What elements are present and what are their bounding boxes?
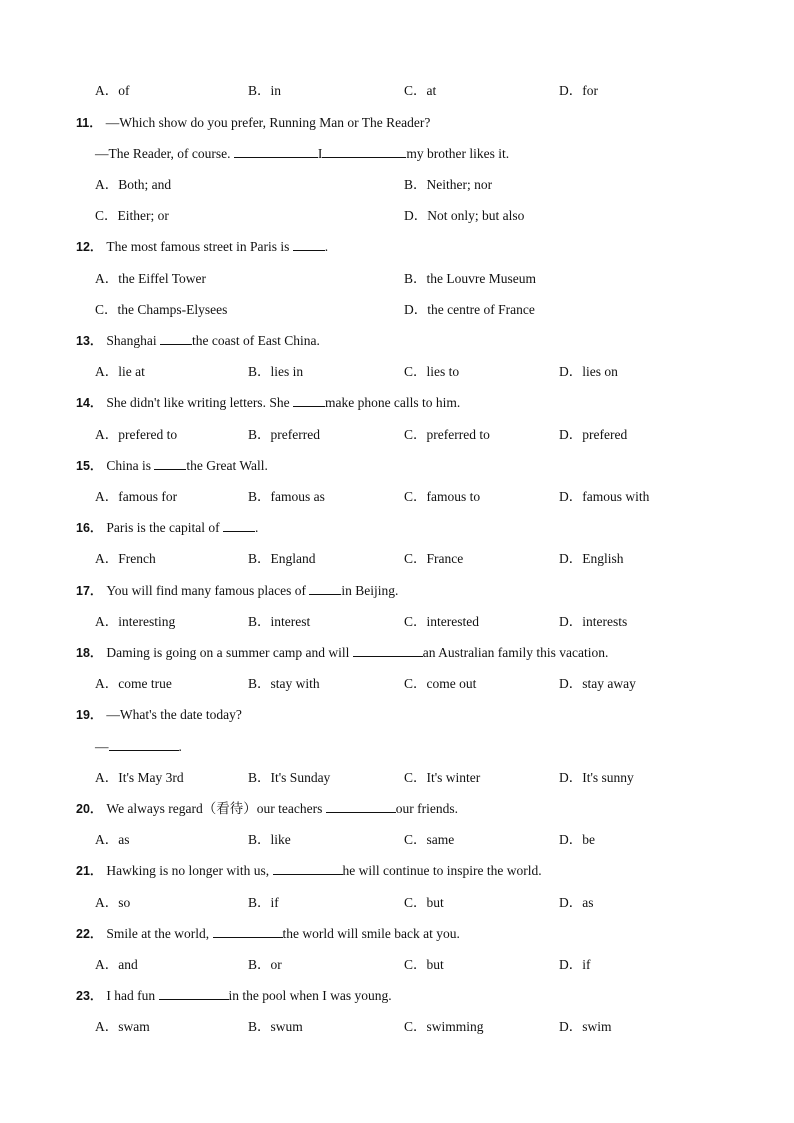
option-c[interactable]: C．famous to bbox=[404, 489, 481, 504]
option-b[interactable]: B．lies in bbox=[248, 364, 304, 379]
option-a[interactable]: A．as bbox=[95, 832, 130, 847]
option-b[interactable]: B．stay with bbox=[248, 676, 320, 691]
option-d[interactable]: D．prefered bbox=[559, 427, 628, 442]
question-stem bbox=[76, 238, 328, 256]
option-a[interactable]: A．come true bbox=[95, 676, 172, 691]
option-d[interactable]: D．stay away bbox=[559, 676, 636, 691]
stem-text: —Which show do you prefer, Running Man or The Reader? bbox=[105, 115, 431, 130]
option-a[interactable]: A．Both; and bbox=[95, 177, 172, 192]
answer-blank[interactable] bbox=[309, 582, 341, 595]
question-stem bbox=[76, 332, 320, 350]
answer-blank[interactable] bbox=[213, 925, 283, 938]
stem-text: in Beijing. bbox=[341, 583, 399, 598]
question-stem bbox=[76, 862, 542, 880]
option-c[interactable]: C．but bbox=[404, 895, 444, 910]
question-number: 19． bbox=[76, 708, 103, 722]
question-number: 15． bbox=[76, 459, 103, 473]
question-number: 12． bbox=[76, 240, 103, 254]
option-b[interactable]: B．like bbox=[248, 832, 291, 847]
answer-blank[interactable] bbox=[234, 145, 318, 158]
option-b[interactable]: B．famous as bbox=[248, 489, 325, 504]
option-c[interactable]: C．lies to bbox=[404, 364, 460, 379]
stem-text: I had fun bbox=[106, 988, 159, 1003]
stem-text: —The Reader, of course. bbox=[95, 146, 234, 161]
answer-blank[interactable] bbox=[293, 394, 325, 407]
option-d[interactable]: D．as bbox=[559, 895, 594, 910]
stem-text: the Great Wall. bbox=[186, 458, 268, 473]
answer-blank[interactable] bbox=[160, 332, 192, 345]
question-stem bbox=[76, 519, 258, 537]
question-stem bbox=[76, 644, 608, 662]
stem-text: our friends. bbox=[395, 801, 458, 816]
stem-text: Smile at the world, bbox=[106, 926, 213, 941]
stem-text: . bbox=[255, 520, 259, 535]
option-a[interactable]: A．the Eiffel Tower bbox=[95, 271, 207, 286]
stem-text: I bbox=[317, 146, 323, 161]
option-c[interactable]: C．the Champs-Elysees bbox=[95, 302, 228, 317]
option-c[interactable]: C．at bbox=[404, 83, 437, 98]
question-stem bbox=[76, 457, 268, 475]
stem-text: the coast of East China. bbox=[192, 333, 320, 348]
stem-text: The most famous street in Paris is bbox=[106, 239, 293, 254]
answer-line bbox=[95, 738, 182, 756]
option-b[interactable]: B．England bbox=[248, 551, 316, 566]
question-number: 11． bbox=[76, 116, 102, 130]
option-b[interactable]: B．preferred bbox=[248, 427, 320, 442]
answer-blank[interactable] bbox=[322, 145, 406, 158]
stem-text: —What's the date today? bbox=[106, 707, 242, 722]
option-b[interactable]: B．It's Sunday bbox=[248, 770, 331, 785]
answer-blank[interactable] bbox=[293, 238, 325, 251]
option-c[interactable]: C．France bbox=[404, 551, 464, 566]
question-number: 20． bbox=[76, 802, 103, 816]
option-a[interactable]: A．interesting bbox=[95, 614, 176, 629]
answer-blank[interactable] bbox=[159, 987, 229, 1000]
option-b[interactable]: B．Neither; nor bbox=[404, 177, 493, 192]
option-c[interactable]: C．preferred to bbox=[404, 427, 490, 442]
question-number: 16． bbox=[76, 521, 103, 535]
option-a[interactable]: A．French bbox=[95, 551, 156, 566]
option-d[interactable]: D．be bbox=[559, 832, 595, 847]
stem-text: Paris is the capital of bbox=[106, 520, 224, 535]
question-number: 18． bbox=[76, 646, 103, 660]
question-stem bbox=[76, 114, 430, 132]
option-c[interactable]: C．interested bbox=[404, 614, 479, 629]
option-d[interactable]: D．famous with bbox=[559, 489, 650, 504]
question-number: 21． bbox=[76, 864, 103, 878]
option-d[interactable]: D．lies on bbox=[559, 364, 618, 379]
option-d[interactable]: D．swim bbox=[559, 1019, 612, 1034]
stem-text: the world will smile back at you. bbox=[282, 926, 460, 941]
question-stem bbox=[76, 706, 242, 724]
answer-blank[interactable] bbox=[154, 457, 186, 470]
option-d[interactable]: D．Not only; but also bbox=[404, 208, 525, 223]
option-a[interactable]: A．It's May 3rd bbox=[95, 770, 184, 785]
stem-text: We always regard（看待）our teachers bbox=[106, 801, 326, 816]
option-b[interactable]: B．in bbox=[248, 83, 282, 98]
answer-blank[interactable] bbox=[353, 644, 423, 657]
stem-text: an Australian family this vacation. bbox=[422, 645, 609, 660]
option-a[interactable]: A．and bbox=[95, 957, 138, 972]
stem-text: Hawking is no longer with us, bbox=[106, 863, 273, 878]
answer-blank[interactable] bbox=[223, 519, 255, 532]
option-a[interactable]: A．of bbox=[95, 83, 130, 98]
question-number: 17． bbox=[76, 584, 103, 598]
option-c[interactable]: C．It's winter bbox=[404, 770, 481, 785]
option-b[interactable]: B．swum bbox=[248, 1019, 303, 1034]
question-number: 22． bbox=[76, 927, 103, 941]
question-number: 14． bbox=[76, 396, 103, 410]
answer-blank[interactable] bbox=[109, 738, 179, 751]
option-b[interactable]: B．the Louvre Museum bbox=[404, 271, 536, 286]
option-d[interactable]: D．English bbox=[559, 551, 624, 566]
option-c[interactable]: C．same bbox=[404, 832, 455, 847]
stem-text: Daming is going on a summer camp and will bbox=[106, 645, 353, 660]
option-d[interactable]: D．if bbox=[559, 957, 591, 972]
question-stem bbox=[76, 394, 460, 412]
option-d[interactable]: D．interests bbox=[559, 614, 628, 629]
option-a[interactable]: A．prefered to bbox=[95, 427, 178, 442]
stem-text: Shanghai bbox=[106, 333, 161, 348]
stem-text: China is bbox=[106, 458, 155, 473]
option-c[interactable]: C．but bbox=[404, 957, 444, 972]
stem-text: make phone calls to him. bbox=[324, 395, 461, 410]
question-stem bbox=[76, 987, 392, 1005]
stem-text: my brother likes it. bbox=[406, 146, 510, 161]
option-c[interactable]: C．Either; or bbox=[95, 208, 169, 223]
option-b[interactable]: B．if bbox=[248, 895, 279, 910]
option-b[interactable]: B．or bbox=[248, 957, 282, 972]
question-number: 13． bbox=[76, 334, 103, 348]
option-a[interactable]: A．famous for bbox=[95, 489, 178, 504]
option-c[interactable]: C．come out bbox=[404, 676, 477, 691]
question-stem bbox=[76, 582, 398, 600]
option-a[interactable]: A．so bbox=[95, 895, 131, 910]
question-number: 23． bbox=[76, 989, 103, 1003]
stem-text: — bbox=[95, 739, 109, 754]
stem-text: . bbox=[178, 739, 182, 754]
answer-blank[interactable] bbox=[273, 862, 343, 875]
option-d[interactable]: D．It's sunny bbox=[559, 770, 634, 785]
answer-line bbox=[95, 145, 509, 163]
option-a[interactable]: A．lie at bbox=[95, 364, 145, 379]
stem-text: in the pool when I was young. bbox=[228, 988, 392, 1003]
question-stem bbox=[76, 800, 458, 818]
option-d[interactable]: D．for bbox=[559, 83, 598, 98]
option-b[interactable]: B．interest bbox=[248, 614, 311, 629]
stem-text: She didn't like writing letters. She bbox=[106, 395, 293, 410]
option-a[interactable]: A．swam bbox=[95, 1019, 150, 1034]
option-d[interactable]: D．the centre of France bbox=[404, 302, 535, 317]
stem-text: You will find many famous places of bbox=[106, 583, 310, 598]
option-c[interactable]: C．swimming bbox=[404, 1019, 484, 1034]
stem-text: . bbox=[324, 239, 329, 254]
stem-text: he will continue to inspire the world. bbox=[342, 863, 542, 878]
question-stem bbox=[76, 925, 460, 943]
answer-blank[interactable] bbox=[326, 800, 396, 813]
